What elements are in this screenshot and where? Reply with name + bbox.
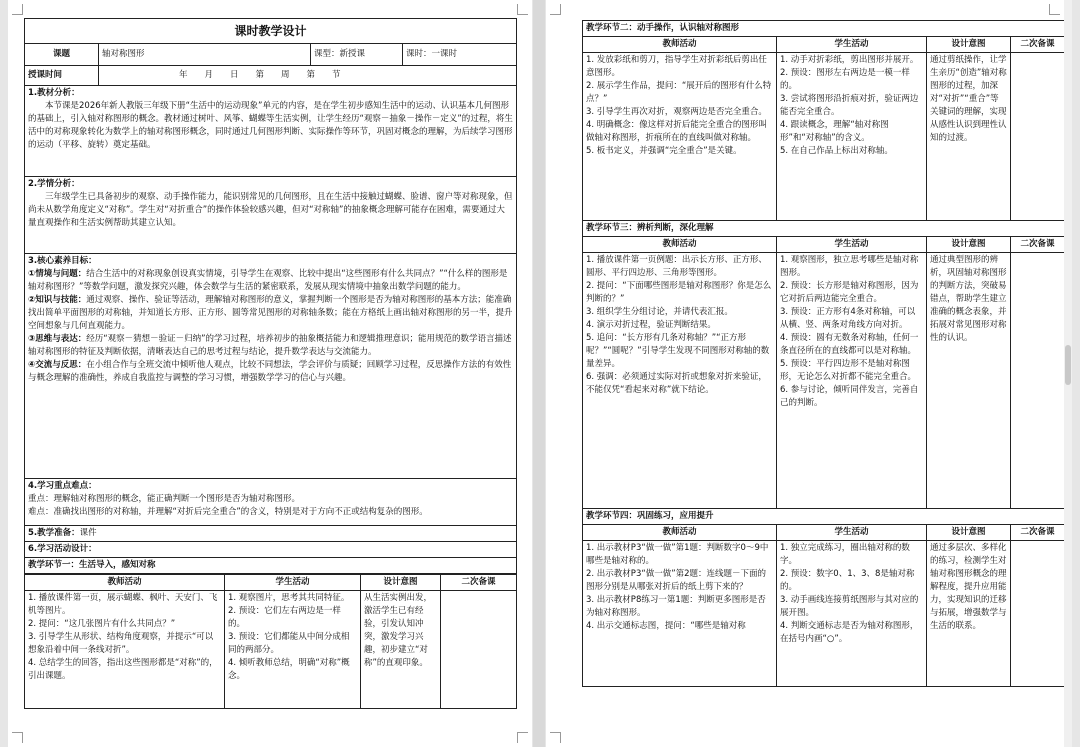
student-step: 2. 预设：长方形是轴对称图形，因为它对折后两边能完全重合。 (780, 281, 919, 304)
teacher-step: 4. 明确概念：像这样对折后能完全重合的图形叫做轴对称图形，折痕所在的直线叫做对称轴。 (586, 120, 767, 143)
stage1-table (24, 574, 517, 709)
section-heading: 3.核心素养目标： (28, 256, 97, 266)
student-activity-cell (777, 541, 927, 687)
section-heading: 4.学习重点难点： (28, 481, 97, 491)
teacher-activity-cell (25, 591, 225, 709)
student-step: 5. 在自己作品上标出对称轴。 (780, 146, 893, 156)
student-step: 2. 预设：它们左右两边是一样的。 (228, 606, 341, 629)
col-header-teacher: 教师活动 (583, 525, 777, 541)
student-activity-cell (225, 591, 361, 709)
col-header-intent: 设计意图 (927, 237, 1011, 253)
notes-cell[interactable] (1011, 53, 1065, 221)
col-header-student: 学生活动 (225, 575, 361, 591)
col-header-intent: 设计意图 (927, 525, 1011, 541)
col-header-notes: 二次备课 (441, 575, 517, 591)
teacher-step: 2. 提问：“下面哪些图形是轴对称图形？你是怎么判断的？” (586, 281, 772, 304)
teacher-step: 2. 展示学生作品，提问：“展开后的图形有什么特点？” (586, 81, 772, 104)
page-corner-mark (517, 4, 528, 15)
difficulty-point: 难点：准确找出图形的对称轴，并理解“对折后完全重合”的含义，特别是对于方向不正或结构复杂的图形。 (28, 507, 428, 517)
lesson-type: 课型：新授课 (311, 44, 403, 66)
document-page-left (8, 0, 532, 747)
student-step: 1. 独立完成练习，圈出轴对称的数字。 (780, 543, 910, 566)
stages-table (582, 20, 1065, 687)
goal-text: 在小组合作与全班交流中倾听他人观点，比较不同想法，学会评价与质疑；回顾学习过程，反思操作方法的有效性与概念理解的准确性，养成自我监控与调整的学习习惯，增强数学学习的信心与兴趣。 (28, 360, 512, 383)
section-heading: 1.教材分析： (28, 88, 80, 98)
student-activity-cell (777, 253, 927, 509)
col-header-student: 学生活动 (777, 237, 927, 253)
student-step: 3. 尝试将图形沿折痕对折，验证两边能否完全重合。 (780, 94, 919, 117)
teacher-step: 1. 播放课件第一页，展示蝴蝶、枫叶、天安门、飞机等图片。 (28, 593, 218, 616)
topic-label: 课题 (25, 44, 99, 66)
student-activity-cell (777, 53, 927, 221)
col-header-teacher: 教师活动 (583, 37, 777, 53)
design-intent-cell: 通过多层次、多样化的练习，检测学生对轴对称图形概念的理解程度，提升应用能力，实现知识的迁移与拓展，增强数学与生活的联系。 (927, 541, 1011, 687)
page-corner-mark (12, 4, 23, 15)
stage1-title: 教学环节一：生活导入，感知对称 (25, 558, 517, 574)
teacher-step: 5. 追问：“长方形有几条对称轴？”“正方形呢？”“圆呢？”引导学生发现不同图形对称轴的数量差异。 (586, 333, 770, 369)
teacher-step: 6. 强调：必须通过实际对折或想象对折来验证，不能仅凭“看起来对称”就下结论。 (586, 372, 767, 395)
design-intent-cell: 从生活实例出发，激活学生已有经验，引发认知冲突，激发学习兴趣，初步建立“对称”的直观印象。 (361, 591, 441, 709)
scrollbar-thumb[interactable] (1065, 345, 1071, 385)
page-corner-mark (517, 732, 528, 743)
col-header-notes: 二次备课 (1011, 525, 1065, 541)
col-header-intent: 设计意图 (927, 37, 1011, 53)
notes-cell[interactable] (1011, 541, 1065, 687)
page-corner-mark (12, 732, 23, 743)
student-step: 5. 预设：平行四边形不是轴对称图形，无论怎么对折都不能完全重合。 (780, 359, 917, 382)
student-analysis (25, 177, 517, 254)
teacher-step: 1. 播放课件第一页例题：出示长方形、正方形、圆形、平行四边形、三角形等图形。 (586, 255, 767, 278)
page-corner-mark (550, 4, 561, 15)
page-corner-mark (550, 732, 561, 743)
teacher-step: 2. 提问：“这几张图片有什么共同点？” (28, 619, 176, 629)
stage4-title: 教学环节四：巩固练习，应用提升 (583, 509, 1065, 525)
teacher-step: 5. 板书定义，并强调“完全重合”是关键。 (586, 146, 742, 156)
teacher-activity-cell (583, 541, 777, 687)
goal-text: 经历“观察－猜想－验证－归纳”的学习过程，培养初步的抽象概括能力和逻辑推理意识；能用规范的数学语言描述轴对称图形的特征及判断依据，清晰表达自己的思考过程与结论，提升数学表达与交流能力。 (28, 334, 512, 357)
key-point: 重点：理解轴对称图形的概念，能正确判断一个图形是否为轴对称图形。 (28, 494, 301, 504)
goal-text: 结合生活中的对称现象创设真实情境，引导学生在观察、比较中提出“这些图形有什么共同点？”“什么样的图形是轴对称图形？”等数学问题，激发探究兴趣，体会数学与生活的紧密联系，发展从现实情境中抽象出数学问题的能力。 (28, 269, 508, 292)
section-heading: 5.教学准备： (28, 528, 80, 538)
student-step: 4. 跟读概念，理解“轴对称图形”和“对称轴”的含义。 (780, 120, 889, 143)
goal-heading: ②知识与技能： (28, 295, 87, 305)
col-header-student: 学生活动 (777, 525, 927, 541)
activity-design-heading: 6.学习活动设计： (25, 542, 517, 558)
student-step: 1. 动手对折彩纸，剪出图形并展开。 (780, 55, 919, 65)
teacher-step: 2. 出示教材P3“做一做”第2题：连线题－下面的图形分别是从哪张对折后的纸上剪下来的？ (586, 569, 767, 592)
stage3-title: 教学环节三：辨析判断，深化理解 (583, 221, 1065, 237)
core-literacy-goals (25, 254, 517, 479)
student-step: 4. 判断交通标志是否为轴对称图形，在括号内画“○”。 (780, 621, 919, 644)
goal-text: 通过观察、操作、验证等活动，理解轴对称图形的意义，掌握判断一个图形是否为轴对称图形的基本方法；能准确找出简单平面图形的对称轴，并知道长方形、正方形、圆等常见图形的对称轴条数；能在方格纸上画出轴对称图形的另一半，提升空间想象与几何直观能力。 (28, 295, 513, 331)
document-page-right (546, 0, 1072, 747)
student-step: 3. 预设：正方形有4条对称轴，可以从横、竖、两条对角线方向对折。 (780, 307, 916, 330)
notes-cell[interactable] (441, 591, 517, 709)
section-text: 三年级学生已具备初步的观察、动手操作能力，能识别常见的几何图形，且在生活中接触过蝴蝶、脸谱、窗户等对称现象，但尚未从数学角度定义“对称”。学生对“对折重合”的操作体验较感兴趣，但对“对称轴”的抽象概念理解可能存在困难，需要通过大量直观操作和生活实例帮助其建立认知。 (28, 192, 513, 228)
col-header-notes: 二次备课 (1011, 237, 1065, 253)
page-gap (533, 0, 545, 747)
lesson-period: 课时：一课时 (403, 44, 517, 66)
student-step: 1. 观察图形，独立思考哪些是轴对称图形。 (780, 255, 919, 278)
key-difficult-points (25, 479, 517, 526)
teacher-step: 3. 组织学生分组讨论，并请代表汇报。 (586, 307, 733, 317)
teacher-step: 1. 出示教材P3“做一做”第1题：判断数字0～9中哪些是轴对称的。 (586, 543, 769, 566)
time-fields: 年 月 日 第 周 第 节 (99, 66, 517, 86)
teacher-step: 4. 出示交通标志图，提问：“哪些是轴对称 (586, 621, 746, 631)
goal-heading: ④交流与反思： (28, 360, 87, 370)
student-step: 2. 预设：数字0、1、3、8是轴对称的。 (780, 569, 915, 592)
teacher-activity-cell (583, 253, 777, 509)
prep-value: 课件 (79, 528, 97, 538)
teacher-step: 4. 总结学生的回答，指出这些图形都是“对称”的，引出课题。 (28, 658, 218, 681)
student-step: 2. 预设：图形左右两边是一模一样的。 (780, 68, 910, 91)
teacher-step: 3. 引导学生再次对折，观察两边是否完全重合。 (586, 107, 767, 117)
page-corner-mark (1049, 4, 1060, 15)
teaching-preparation (25, 526, 517, 542)
document-title: 课时教学设计 (25, 19, 517, 44)
teacher-step: 1. 发放彩纸和剪刀，指导学生对折彩纸后剪出任意图形。 (586, 55, 767, 78)
teacher-step: 3. 引导学生从形状、结构角度观察，并提示“可以想象沿着中间一条线对折”。 (28, 632, 214, 655)
teacher-step: 4. 演示对折过程，验证判断结果。 (586, 320, 716, 330)
notes-cell[interactable] (1011, 253, 1065, 509)
student-step: 6. 参与讨论，倾听同伴发言，完善自己的判断。 (780, 385, 919, 408)
section-heading: 2.学情分析： (28, 179, 80, 189)
lesson-plan-table (24, 18, 517, 574)
student-step: 1. 观察图片，思考其共同特征。 (228, 593, 350, 603)
col-header-student: 学生活动 (777, 37, 927, 53)
topic-value: 轴对称图形 (99, 44, 311, 66)
goal-heading: ①情境与问题： (28, 269, 87, 279)
col-header-teacher: 教师活动 (25, 575, 225, 591)
textbook-analysis (25, 86, 517, 177)
teacher-step: 3. 出示教材P8练习一第1题：判断更多图形是否为轴对称图形。 (586, 595, 766, 618)
student-step: 3. 动手画线连接剪纸图形与其对应的展开图。 (780, 595, 919, 618)
col-header-notes: 二次备课 (1011, 37, 1065, 53)
goal-heading: ③思维与表达： (28, 334, 87, 344)
stage2-title: 教学环节二：动手操作，认识轴对称图形 (583, 21, 1065, 37)
teacher-activity-cell (583, 53, 777, 221)
col-header-intent: 设计意图 (361, 575, 441, 591)
student-step: 3. 预设：它们都能从中间分成相同的两部分。 (228, 632, 350, 655)
section-text: 本节课是2026年新人教版三年级下册“生活中的运动现象”单元的内容，是在学生初步感知生活中的运动、认识基本几何图形的基础上，引入轴对称图形的概念。教材通过树叶、风筝、蝴蝶等生活实例，让学生经历“观察－抽象－操作－定义”的过程，将生活中的对称现象转化为数学上的轴对称图形概念，同时通过几何图形判断、实际操作等环节，巩固对概念的理解，为后续学习图形的运动（平移、旋转）奠定基础。 (28, 101, 513, 150)
time-label: 授课时间 (25, 66, 99, 86)
student-step: 4. 倾听教师总结，明确“对称”概念。 (228, 658, 350, 681)
student-step: 4. 预设：圆有无数条对称轴，任何一条直径所在的直线都可以是对称轴。 (780, 333, 919, 356)
design-intent-cell: 通过典型图形的辨析，巩固轴对称图形的判断方法，突破易错点，帮助学生建立准确的概念表象，并拓展对常见图形对称性的认识。 (927, 253, 1011, 509)
vertical-scrollbar[interactable] (1064, 0, 1072, 747)
col-header-teacher: 教师活动 (583, 237, 777, 253)
design-intent-cell: 通过剪纸操作，让学生亲历“创造”轴对称图形的过程，加深对“对折”“重合”等关键词的理解，实现从感性认识到理性认知的过渡。 (927, 53, 1011, 221)
